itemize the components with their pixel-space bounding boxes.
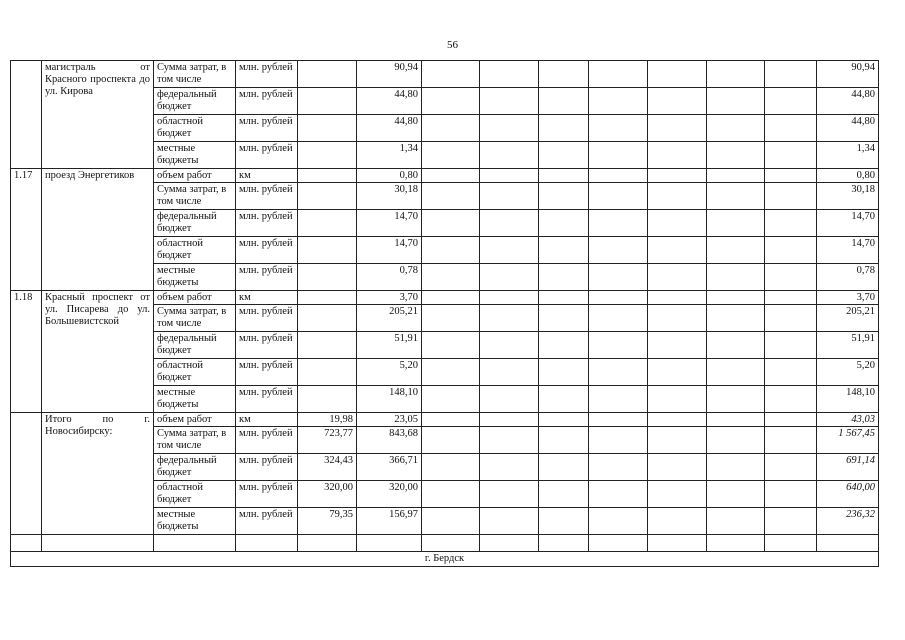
value-cell: 366,71 [357, 454, 422, 481]
unit-cell: млн. рублей [236, 332, 298, 359]
unit-cell: км [236, 291, 298, 305]
empty-cell [422, 386, 480, 413]
empty-cell [648, 454, 707, 481]
unit-cell: млн. рублей [236, 508, 298, 535]
total-cell: 1,34 [817, 142, 879, 169]
row-index: 1.17 [11, 169, 42, 291]
empty-cell [707, 413, 765, 427]
empty-cell [422, 237, 480, 264]
empty-cell [648, 481, 707, 508]
indicator-cell: объем работ [154, 291, 236, 305]
unit-cell: млн. рублей [236, 427, 298, 454]
empty-cell [480, 237, 539, 264]
empty-cell [589, 427, 648, 454]
empty-cell [589, 142, 648, 169]
empty-cell [648, 61, 707, 88]
value-cell [298, 386, 357, 413]
empty-cell [422, 454, 480, 481]
empty-cell [765, 88, 817, 115]
empty-cell [539, 210, 589, 237]
unit-cell: млн. рублей [236, 454, 298, 481]
indicator-cell: Сумма затрат, в том числе [154, 183, 236, 210]
empty-cell [539, 454, 589, 481]
empty-cell [765, 535, 817, 552]
empty-cell [648, 332, 707, 359]
empty-cell [589, 115, 648, 142]
empty-cell [480, 413, 539, 427]
empty-cell [154, 535, 236, 552]
empty-cell [707, 332, 765, 359]
total-cell: 148,10 [817, 386, 879, 413]
total-cell: 0,80 [817, 169, 879, 183]
indicator-cell: федеральный бюджет [154, 210, 236, 237]
object-name: магистраль от Красного проспекта до ул. Кирова [42, 61, 154, 169]
empty-cell [648, 291, 707, 305]
table-row [11, 413, 879, 427]
total-cell: 640,00 [817, 481, 879, 508]
total-cell: 236,32 [817, 508, 879, 535]
empty-cell [707, 61, 765, 88]
empty-cell [539, 386, 589, 413]
value-cell: 324,43 [298, 454, 357, 481]
empty-cell [589, 305, 648, 332]
indicator-cell: местные бюджеты [154, 386, 236, 413]
section-row [11, 552, 879, 567]
empty-cell [589, 169, 648, 183]
empty-cell [648, 183, 707, 210]
empty-cell [11, 535, 42, 552]
empty-cell [589, 210, 648, 237]
value-cell [298, 183, 357, 210]
empty-cell [589, 535, 648, 552]
value-cell: 320,00 [298, 481, 357, 508]
empty-cell [765, 508, 817, 535]
empty-cell [589, 237, 648, 264]
unit-cell: млн. рублей [236, 481, 298, 508]
empty-cell [539, 61, 589, 88]
table-row [11, 169, 879, 183]
empty-cell [765, 386, 817, 413]
value-cell: 23,05 [357, 413, 422, 427]
empty-cell [707, 386, 765, 413]
empty-cell [707, 88, 765, 115]
value-cell: 3,70 [357, 291, 422, 305]
unit-cell: млн. рублей [236, 115, 298, 142]
table-row [11, 61, 879, 88]
empty-cell [589, 61, 648, 88]
indicator-cell: областной бюджет [154, 359, 236, 386]
indicator-cell: местные бюджеты [154, 142, 236, 169]
empty-cell [648, 386, 707, 413]
empty-cell [589, 88, 648, 115]
empty-cell [422, 61, 480, 88]
indicator-cell: объем работ [154, 413, 236, 427]
unit-cell: км [236, 413, 298, 427]
empty-cell [707, 535, 765, 552]
total-cell: 3,70 [817, 291, 879, 305]
total-cell: 44,80 [817, 88, 879, 115]
total-cell: 691,14 [817, 454, 879, 481]
empty-cell [648, 535, 707, 552]
empty-cell [480, 332, 539, 359]
empty-cell [422, 183, 480, 210]
empty-cell [480, 305, 539, 332]
value-cell: 79,35 [298, 508, 357, 535]
empty-cell [539, 88, 589, 115]
empty-cell [480, 210, 539, 237]
empty-cell [589, 508, 648, 535]
value-cell: 14,70 [357, 210, 422, 237]
empty-cell [707, 210, 765, 237]
empty-cell [707, 454, 765, 481]
value-cell: 1,34 [357, 142, 422, 169]
value-cell: 156,97 [357, 508, 422, 535]
empty-cell [707, 359, 765, 386]
empty-cell [539, 359, 589, 386]
empty-cell [422, 210, 480, 237]
empty-cell [539, 535, 589, 552]
empty-cell [480, 264, 539, 291]
empty-cell [480, 386, 539, 413]
indicator-cell: местные бюджеты [154, 508, 236, 535]
empty-cell [648, 88, 707, 115]
empty-cell [422, 142, 480, 169]
empty-cell [707, 508, 765, 535]
empty-cell [707, 142, 765, 169]
value-cell [298, 115, 357, 142]
empty-cell [707, 183, 765, 210]
unit-cell: млн. рублей [236, 359, 298, 386]
empty-cell [765, 169, 817, 183]
unit-cell: млн. рублей [236, 237, 298, 264]
indicator-cell: Сумма затрат, в том числе [154, 61, 236, 88]
empty-cell [648, 427, 707, 454]
total-cell: 5,20 [817, 359, 879, 386]
indicator-cell: федеральный бюджет [154, 454, 236, 481]
empty-cell [707, 237, 765, 264]
unit-cell: млн. рублей [236, 142, 298, 169]
empty-cell [765, 61, 817, 88]
total-cell: 1 567,45 [817, 427, 879, 454]
total-cell: 0,78 [817, 264, 879, 291]
empty-cell [422, 481, 480, 508]
budget-table [10, 60, 879, 567]
total-cell: 205,21 [817, 305, 879, 332]
unit-cell: млн. рублей [236, 61, 298, 88]
empty-cell [422, 535, 480, 552]
empty-cell [648, 115, 707, 142]
unit-cell: млн. рублей [236, 305, 298, 332]
empty-cell [480, 454, 539, 481]
empty-cell [422, 413, 480, 427]
empty-cell [765, 291, 817, 305]
empty-cell [589, 454, 648, 481]
empty-cell [539, 291, 589, 305]
indicator-cell: Сумма затрат, в том числе [154, 305, 236, 332]
object-name: Итого по г. Новосибирску: [42, 413, 154, 535]
indicator-cell: местные бюджеты [154, 264, 236, 291]
empty-cell [765, 115, 817, 142]
empty-cell [707, 115, 765, 142]
indicator-cell: областной бюджет [154, 115, 236, 142]
empty-cell [480, 359, 539, 386]
empty-cell [480, 508, 539, 535]
empty-cell [648, 169, 707, 183]
empty-cell [539, 427, 589, 454]
value-cell: 205,21 [357, 305, 422, 332]
empty-cell [422, 291, 480, 305]
value-cell [298, 305, 357, 332]
empty-cell [648, 142, 707, 169]
value-cell [298, 237, 357, 264]
value-cell [298, 359, 357, 386]
total-cell: 30,18 [817, 183, 879, 210]
empty-cell [480, 291, 539, 305]
total-cell: 44,80 [817, 115, 879, 142]
empty-cell [589, 386, 648, 413]
row-index [11, 61, 42, 169]
empty-cell [765, 413, 817, 427]
object-name: проезд Энергетиков [42, 169, 154, 291]
value-cell [298, 332, 357, 359]
value-cell: 723,77 [298, 427, 357, 454]
empty-cell [480, 481, 539, 508]
empty-cell [480, 535, 539, 552]
empty-cell [539, 237, 589, 264]
empty-cell [707, 481, 765, 508]
value-cell [298, 264, 357, 291]
empty-cell [765, 264, 817, 291]
value-cell: 90,94 [357, 61, 422, 88]
empty-cell [765, 359, 817, 386]
value-cell [298, 88, 357, 115]
empty-cell [42, 535, 154, 552]
empty-cell [422, 427, 480, 454]
empty-cell [480, 169, 539, 183]
empty-cell [765, 210, 817, 237]
empty-cell [539, 481, 589, 508]
empty-cell [539, 169, 589, 183]
empty-cell [648, 264, 707, 291]
empty-cell [648, 359, 707, 386]
empty-cell [422, 359, 480, 386]
empty-cell [539, 413, 589, 427]
value-cell: 19,98 [298, 413, 357, 427]
empty-cell [765, 332, 817, 359]
value-cell [298, 142, 357, 169]
row-index [11, 413, 42, 535]
value-cell: 30,18 [357, 183, 422, 210]
empty-cell [707, 305, 765, 332]
unit-cell: км [236, 169, 298, 183]
empty-cell [589, 291, 648, 305]
empty-cell [422, 508, 480, 535]
empty-cell [817, 535, 879, 552]
row-index: 1.18 [11, 291, 42, 413]
empty-cell [539, 332, 589, 359]
value-cell: 44,80 [357, 115, 422, 142]
empty-cell [707, 169, 765, 183]
empty-cell [589, 481, 648, 508]
value-cell: 0,78 [357, 264, 422, 291]
empty-cell [648, 210, 707, 237]
empty-cell [765, 481, 817, 508]
empty-cell [765, 142, 817, 169]
empty-cell [480, 142, 539, 169]
empty-cell [589, 359, 648, 386]
indicator-cell: областной бюджет [154, 237, 236, 264]
empty-cell [480, 115, 539, 142]
unit-cell: млн. рублей [236, 88, 298, 115]
value-cell [298, 291, 357, 305]
empty-cell [707, 427, 765, 454]
empty-cell [765, 427, 817, 454]
empty-cell [236, 535, 298, 552]
value-cell: 5,20 [357, 359, 422, 386]
total-cell: 14,70 [817, 210, 879, 237]
empty-cell [422, 169, 480, 183]
empty-cell [298, 535, 357, 552]
value-cell [298, 169, 357, 183]
empty-cell [539, 508, 589, 535]
unit-cell: млн. рублей [236, 183, 298, 210]
value-cell: 0,80 [357, 169, 422, 183]
empty-cell [648, 305, 707, 332]
empty-cell [589, 264, 648, 291]
unit-cell: млн. рублей [236, 210, 298, 237]
object-name: Красный проспект от ул. Писарева до ул. Большевистской [42, 291, 154, 413]
total-cell: 14,70 [817, 237, 879, 264]
empty-cell [357, 535, 422, 552]
empty-cell [480, 183, 539, 210]
empty-cell [707, 264, 765, 291]
indicator-cell: федеральный бюджет [154, 332, 236, 359]
empty-cell [648, 413, 707, 427]
empty-cell [539, 142, 589, 169]
empty-cell [707, 291, 765, 305]
value-cell: 148,10 [357, 386, 422, 413]
indicator-cell: Сумма затрат, в том числе [154, 427, 236, 454]
empty-cell [480, 61, 539, 88]
empty-cell [422, 88, 480, 115]
total-cell: 51,91 [817, 332, 879, 359]
city-header: г. Бердск [11, 552, 879, 567]
empty-cell [539, 305, 589, 332]
indicator-cell: объем работ [154, 169, 236, 183]
indicator-cell: областной бюджет [154, 481, 236, 508]
empty-cell [765, 454, 817, 481]
empty-cell [765, 183, 817, 210]
empty-cell [422, 332, 480, 359]
value-cell [298, 61, 357, 88]
empty-cell [539, 183, 589, 210]
empty-cell [480, 427, 539, 454]
empty-cell [422, 115, 480, 142]
empty-cell [539, 115, 589, 142]
value-cell: 14,70 [357, 237, 422, 264]
empty-cell [765, 305, 817, 332]
total-cell: 90,94 [817, 61, 879, 88]
page-number: 56 [447, 39, 458, 51]
value-cell [298, 210, 357, 237]
empty-cell [648, 237, 707, 264]
empty-cell [589, 413, 648, 427]
empty-cell [589, 332, 648, 359]
total-cell: 43,03 [817, 413, 879, 427]
unit-cell: млн. рублей [236, 386, 298, 413]
table-row [11, 291, 879, 305]
table-row [11, 535, 879, 552]
empty-cell [589, 183, 648, 210]
value-cell: 44,80 [357, 88, 422, 115]
empty-cell [648, 508, 707, 535]
empty-cell [480, 88, 539, 115]
empty-cell [422, 305, 480, 332]
value-cell: 320,00 [357, 481, 422, 508]
empty-cell [539, 264, 589, 291]
empty-cell [422, 264, 480, 291]
unit-cell: млн. рублей [236, 264, 298, 291]
value-cell: 51,91 [357, 332, 422, 359]
indicator-cell: федеральный бюджет [154, 88, 236, 115]
empty-cell [765, 237, 817, 264]
value-cell: 843,68 [357, 427, 422, 454]
